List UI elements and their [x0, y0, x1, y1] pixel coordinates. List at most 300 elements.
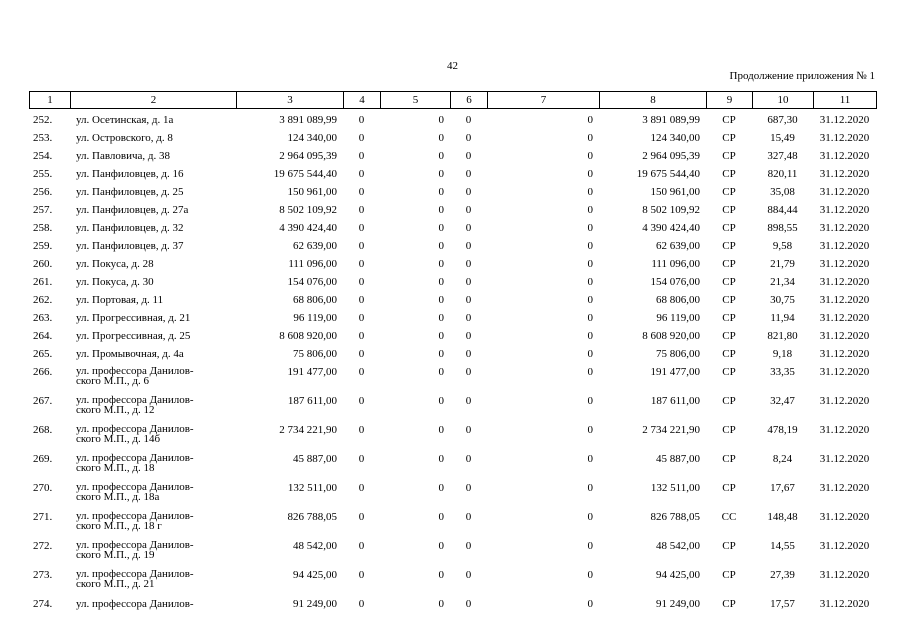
value-cell: 478,19	[767, 424, 798, 436]
value-cell: 0	[358, 186, 365, 198]
value-cell: 0	[587, 222, 593, 234]
category-cell: СР	[722, 132, 736, 144]
value-cell: 0	[358, 569, 365, 581]
address-cell	[70, 256, 236, 274]
value-cell: 0	[587, 294, 593, 306]
date-cell: 31.12.2020	[819, 186, 870, 198]
date-cell: 31.12.2020	[819, 330, 870, 342]
value-cell: 15,49	[770, 132, 795, 144]
value-cell: 0	[438, 540, 444, 552]
date-cell: 31.12.2020	[819, 150, 870, 162]
date-cell: 31.12.2020	[819, 168, 870, 180]
row-number: 264.	[33, 330, 53, 342]
value-cell: 8 502 109,92	[642, 204, 700, 216]
value-cell: 0	[465, 204, 472, 216]
row-number: 267.	[33, 395, 53, 407]
address-cell	[70, 220, 236, 238]
table-row	[29, 130, 876, 148]
address-line-2: ского М.П., д. 19	[76, 549, 155, 561]
address-line-2: ского М.П., д. 14б	[76, 433, 161, 445]
address-line-2: ского М.П., д. 21	[76, 578, 155, 590]
address-cell	[70, 148, 236, 166]
value-cell: 35,08	[770, 186, 795, 198]
value-cell: 0	[587, 366, 593, 378]
row-number: 268.	[33, 424, 53, 436]
value-cell: 0	[465, 276, 472, 288]
value-cell: 0	[465, 569, 472, 581]
address-cell	[70, 509, 236, 538]
address-cell	[70, 393, 236, 422]
value-cell: 32,47	[770, 395, 795, 407]
value-cell: 0	[465, 132, 472, 144]
date-cell: 31.12.2020	[819, 366, 870, 378]
address-line: ул. профессора Данилов-	[76, 568, 194, 580]
value-cell: 0	[465, 294, 472, 306]
category-cell: СС	[721, 511, 737, 523]
row-number: 266.	[33, 366, 53, 378]
value-cell: 0	[587, 204, 593, 216]
value-cell: 327,48	[767, 150, 798, 162]
value-cell: 0	[587, 114, 593, 126]
value-cell: 0	[438, 150, 444, 162]
table-row	[29, 422, 876, 451]
row-number: 260.	[33, 258, 53, 270]
category-cell: СР	[722, 204, 736, 216]
address-line-2: ского М.П., д. 18а	[76, 491, 160, 503]
category-cell: СР	[722, 540, 736, 552]
value-cell: 0	[438, 204, 444, 216]
table-row	[29, 596, 876, 614]
value-cell: 0	[438, 395, 444, 407]
value-cell: 0	[587, 186, 593, 198]
address-line: ул. профессора Данилов-	[76, 394, 194, 406]
value-cell: 826 788,05	[287, 511, 337, 523]
value-cell: 0	[358, 511, 365, 523]
row-number: 254.	[33, 150, 53, 162]
value-cell: 191 477,00	[650, 366, 700, 378]
value-cell: 0	[587, 132, 593, 144]
value-cell: 8,24	[772, 453, 793, 465]
value-cell: 0	[358, 453, 365, 465]
table-row	[29, 364, 876, 393]
value-cell: 0	[465, 395, 472, 407]
address-cell	[70, 310, 236, 328]
value-cell: 0	[587, 150, 593, 162]
column-header-table	[29, 91, 877, 109]
address-line: ул. Прогрессивная, д. 21	[76, 312, 191, 324]
address-line: ул. Павловича, д. 38	[76, 150, 170, 162]
value-cell: 111 096,00	[288, 258, 337, 270]
table-row	[29, 509, 876, 538]
value-cell: 17,57	[770, 598, 795, 610]
value-cell: 0	[587, 482, 593, 494]
value-cell: 0	[438, 569, 444, 581]
address-line: ул. профессора Данилов-	[76, 481, 194, 493]
row-number: 263.	[33, 312, 53, 324]
value-cell: 0	[587, 276, 593, 288]
table-row	[29, 166, 876, 184]
table-row	[29, 451, 876, 480]
column-header: 6	[451, 92, 488, 109]
value-cell: 132 511,00	[287, 482, 337, 494]
date-cell: 31.12.2020	[819, 204, 870, 216]
category-cell: СР	[722, 222, 736, 234]
category-cell: СР	[722, 366, 736, 378]
value-cell: 3 891 089,99	[279, 114, 337, 126]
value-cell: 0	[438, 186, 444, 198]
value-cell: 8 608 920,00	[279, 330, 337, 342]
value-cell: 9,58	[772, 240, 793, 252]
value-cell: 96 119,00	[293, 312, 337, 324]
value-cell: 0	[465, 366, 472, 378]
appendix-caption: Продолжение приложения № 1	[729, 70, 875, 82]
value-cell: 0	[358, 276, 365, 288]
row-number: 274.	[33, 598, 53, 610]
value-cell: 0	[358, 482, 365, 494]
value-cell: 45 887,00	[293, 453, 337, 465]
category-cell: СР	[722, 294, 736, 306]
value-cell: 3 891 089,99	[642, 114, 700, 126]
address-line: ул. Промывочная, д. 4а	[76, 348, 184, 360]
table-row	[29, 292, 876, 310]
address-line: ул. Панфиловцев, д. 32	[76, 222, 184, 234]
value-cell: 0	[358, 366, 365, 378]
address-cell	[70, 292, 236, 310]
value-cell: 0	[465, 330, 472, 342]
value-cell: 19 675 544,40	[273, 168, 337, 180]
row-number: 272.	[33, 540, 53, 552]
address-line-2: ского М.П., д. 18	[76, 462, 155, 474]
value-cell: 27,39	[770, 569, 795, 581]
value-cell: 0	[438, 482, 444, 494]
date-cell: 31.12.2020	[819, 276, 870, 288]
value-cell: 4 390 424,40	[279, 222, 337, 234]
column-header: 10	[753, 92, 814, 109]
value-cell: 0	[587, 258, 593, 270]
value-cell: 0	[587, 598, 593, 610]
value-cell: 48 542,00	[293, 540, 337, 552]
value-cell: 0	[587, 569, 593, 581]
value-cell: 0	[358, 222, 365, 234]
value-cell: 75 806,00	[656, 348, 700, 360]
value-cell: 0	[438, 330, 444, 342]
value-cell: 0	[587, 240, 593, 252]
address-line-2: ского М.П., д. 12	[76, 404, 155, 416]
value-cell: 94 425,00	[656, 569, 700, 581]
value-cell: 0	[438, 168, 444, 180]
address-line-2: ского М.П., д. 6	[76, 375, 149, 387]
value-cell: 0	[358, 540, 365, 552]
row-number: 257.	[33, 204, 53, 216]
value-cell: 2 964 095,39	[642, 150, 700, 162]
value-cell: 187 611,00	[650, 395, 700, 407]
table-row	[29, 184, 876, 202]
value-cell: 4 390 424,40	[642, 222, 700, 234]
value-cell: 0	[358, 395, 365, 407]
column-header: 11	[814, 92, 877, 109]
category-cell: СР	[722, 453, 736, 465]
date-cell: 31.12.2020	[819, 598, 870, 610]
table-row	[29, 256, 876, 274]
value-cell: 0	[465, 312, 472, 324]
value-cell: 0	[438, 258, 444, 270]
date-cell: 31.12.2020	[819, 312, 870, 324]
value-cell: 21,34	[770, 276, 795, 288]
row-number: 253.	[33, 132, 53, 144]
value-cell: 0	[465, 114, 472, 126]
date-cell: 31.12.2020	[819, 114, 870, 126]
row-number: 270.	[33, 482, 53, 494]
address-cell	[70, 567, 236, 596]
value-cell: 0	[438, 598, 444, 610]
value-cell: 0	[358, 114, 365, 126]
data-table	[29, 112, 876, 614]
value-cell: 94 425,00	[293, 569, 337, 581]
row-number: 258.	[33, 222, 53, 234]
address-line: ул. профессора Данилов-	[76, 365, 194, 377]
address-line: ул. Панфиловцев, д. 16	[76, 168, 184, 180]
table-row	[29, 220, 876, 238]
value-cell: 45 887,00	[656, 453, 700, 465]
value-cell: 0	[438, 366, 444, 378]
value-cell: 0	[465, 222, 472, 234]
address-line: ул. Покуса, д. 28	[76, 258, 154, 270]
table-row	[29, 202, 876, 220]
table-body	[29, 112, 876, 614]
value-cell: 0	[587, 348, 593, 360]
column-header: 2	[71, 92, 237, 109]
category-cell: СР	[722, 186, 736, 198]
date-cell: 31.12.2020	[819, 540, 870, 552]
address-line: ул. профессора Данилов-	[76, 510, 194, 522]
address-cell	[70, 274, 236, 292]
address-line: ул. профессора Данилов-	[76, 452, 194, 464]
address-line: ул. профессора Данилов-	[76, 598, 194, 610]
address-cell	[70, 422, 236, 451]
value-cell: 0	[465, 150, 472, 162]
value-cell: 48 542,00	[656, 540, 700, 552]
date-cell: 31.12.2020	[819, 258, 870, 270]
value-cell: 111 096,00	[651, 258, 700, 270]
address-cell	[70, 112, 236, 130]
column-header: 5	[381, 92, 451, 109]
column-header: 3	[237, 92, 344, 109]
category-cell: СР	[722, 312, 736, 324]
value-cell: 11,94	[770, 312, 795, 324]
value-cell: 132 511,00	[650, 482, 700, 494]
value-cell: 154 076,00	[287, 276, 337, 288]
value-cell: 0	[438, 240, 444, 252]
date-cell: 31.12.2020	[819, 511, 870, 523]
value-cell: 0	[587, 424, 593, 436]
row-number: 265.	[33, 348, 53, 360]
address-cell	[70, 596, 236, 614]
value-cell: 0	[438, 511, 444, 523]
address-line: ул. Осетинская, д. 1а	[76, 114, 174, 126]
date-cell: 31.12.2020	[819, 132, 870, 144]
address-cell	[70, 346, 236, 364]
category-cell: СР	[722, 424, 736, 436]
category-cell: СР	[722, 114, 736, 126]
value-cell: 0	[358, 132, 365, 144]
category-cell: СР	[722, 348, 736, 360]
address-line: ул. Панфиловцев, д. 37	[76, 240, 184, 252]
address-line: ул. Панфиловцев, д. 27а	[76, 204, 189, 216]
value-cell: 884,44	[767, 204, 798, 216]
value-cell: 2 734 221,90	[279, 424, 337, 436]
address-cell	[70, 130, 236, 148]
value-cell: 0	[358, 294, 365, 306]
value-cell: 19 675 544,40	[636, 168, 700, 180]
address-line: ул. Портовая, д. 11	[76, 294, 164, 306]
value-cell: 68 806,00	[656, 294, 700, 306]
address-line: ул. Покуса, д. 30	[76, 276, 154, 288]
value-cell: 14,55	[770, 540, 795, 552]
page-number: 42	[447, 60, 458, 72]
value-cell: 0	[587, 168, 593, 180]
row-number: 269.	[33, 453, 53, 465]
value-cell: 0	[465, 348, 472, 360]
value-cell: 17,67	[770, 482, 795, 494]
address-cell	[70, 328, 236, 346]
value-cell: 820,11	[767, 168, 798, 180]
value-cell: 124 340,00	[650, 132, 700, 144]
category-cell: СР	[722, 276, 736, 288]
value-cell: 0	[438, 424, 444, 436]
value-cell: 33,35	[770, 366, 795, 378]
date-cell: 31.12.2020	[819, 482, 870, 494]
value-cell: 826 788,05	[650, 511, 700, 523]
address-line: ул. Островского, д. 8	[76, 132, 173, 144]
column-header: 8	[600, 92, 707, 109]
value-cell: 0	[465, 540, 472, 552]
value-cell: 0	[465, 424, 472, 436]
value-cell: 0	[465, 240, 472, 252]
value-cell: 0	[465, 511, 472, 523]
value-cell: 150 961,00	[650, 186, 700, 198]
table-row	[29, 112, 876, 130]
date-cell: 31.12.2020	[819, 453, 870, 465]
value-cell: 0	[587, 540, 593, 552]
value-cell: 0	[438, 348, 444, 360]
value-cell: 0	[358, 598, 365, 610]
value-cell: 0	[358, 330, 365, 342]
value-cell: 687,30	[767, 114, 798, 126]
value-cell: 154 076,00	[650, 276, 700, 288]
column-header: 7	[488, 92, 600, 109]
category-cell: СР	[722, 569, 736, 581]
value-cell: 62 639,00	[293, 240, 337, 252]
category-cell: СР	[722, 168, 736, 180]
address-cell	[70, 166, 236, 184]
value-cell: 96 119,00	[656, 312, 700, 324]
category-cell: СР	[722, 330, 736, 342]
value-cell: 68 806,00	[293, 294, 337, 306]
category-cell: СР	[722, 395, 736, 407]
value-cell: 0	[358, 424, 365, 436]
value-cell: 0	[438, 114, 444, 126]
column-header: 4	[344, 92, 381, 109]
value-cell: 150 961,00	[287, 186, 337, 198]
date-cell: 31.12.2020	[819, 348, 870, 360]
value-cell: 0	[465, 168, 472, 180]
address-cell	[70, 480, 236, 509]
row-number: 255.	[33, 168, 53, 180]
table-row	[29, 480, 876, 509]
row-number: 256.	[33, 186, 53, 198]
value-cell: 0	[587, 511, 593, 523]
column-header: 9	[707, 92, 753, 109]
value-cell: 8 608 920,00	[642, 330, 700, 342]
value-cell: 0	[358, 204, 365, 216]
value-cell: 0	[587, 395, 593, 407]
row-number: 273.	[33, 569, 53, 581]
value-cell: 0	[358, 168, 365, 180]
date-cell: 31.12.2020	[819, 294, 870, 306]
address-line: ул. профессора Данилов-	[76, 539, 194, 551]
value-cell: 0	[465, 598, 472, 610]
value-cell: 91 249,00	[293, 598, 337, 610]
address-cell	[70, 538, 236, 567]
category-cell: СР	[722, 482, 736, 494]
value-cell: 0	[358, 258, 365, 270]
value-cell: 0	[465, 258, 472, 270]
table-row	[29, 393, 876, 422]
header-row	[30, 92, 877, 109]
value-cell: 0	[358, 312, 365, 324]
value-cell: 0	[587, 330, 593, 342]
value-cell: 148,48	[767, 511, 798, 523]
value-cell: 62 639,00	[656, 240, 700, 252]
value-cell: 9,18	[772, 348, 793, 360]
category-cell: СР	[722, 598, 736, 610]
address-cell	[70, 451, 236, 480]
address-cell	[70, 238, 236, 256]
value-cell: 91 249,00	[656, 598, 700, 610]
address-cell	[70, 364, 236, 393]
value-cell: 30,75	[770, 294, 795, 306]
value-cell: 0	[438, 453, 444, 465]
value-cell: 2 734 221,90	[642, 424, 700, 436]
column-header: 1	[30, 92, 71, 109]
value-cell: 0	[438, 294, 444, 306]
value-cell: 0	[358, 240, 365, 252]
value-cell: 187 611,00	[287, 395, 337, 407]
category-cell: СР	[722, 150, 736, 162]
value-cell: 821,80	[767, 330, 798, 342]
table-row	[29, 238, 876, 256]
category-cell: СР	[722, 258, 736, 270]
value-cell: 0	[465, 453, 472, 465]
table-row	[29, 274, 876, 292]
value-cell: 21,79	[770, 258, 795, 270]
row-number: 259.	[33, 240, 53, 252]
address-cell	[70, 184, 236, 202]
date-cell: 31.12.2020	[819, 569, 870, 581]
table-row	[29, 538, 876, 567]
value-cell: 2 964 095,39	[279, 150, 337, 162]
date-cell: 31.12.2020	[819, 240, 870, 252]
date-cell: 31.12.2020	[819, 222, 870, 234]
value-cell: 0	[587, 453, 593, 465]
value-cell: 75 806,00	[293, 348, 337, 360]
table-row	[29, 328, 876, 346]
row-number: 261.	[33, 276, 53, 288]
date-cell: 31.12.2020	[819, 424, 870, 436]
value-cell: 0	[587, 312, 593, 324]
table-row	[29, 310, 876, 328]
table-row	[29, 567, 876, 596]
